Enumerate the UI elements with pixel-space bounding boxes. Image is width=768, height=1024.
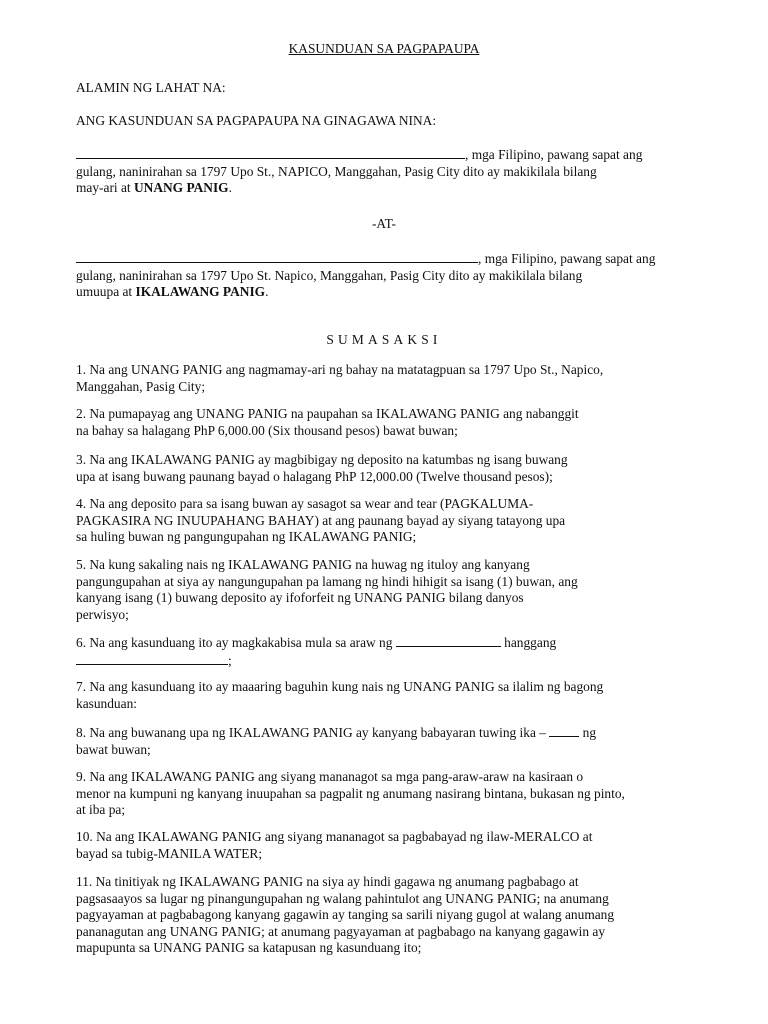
clause-1-line: 1. Na ang UNANG PANIG ang nagmamay-ari ng bahay na matatagpuan sa 1797 Upo St., Napico, [76, 362, 604, 377]
clause-2 [76, 406, 716, 439]
clause-11-line: pananagutan ang UNANG PANIG; at anumang pagyayaman at pagbabago na kanyang gagawin ay [76, 923, 606, 939]
clause-3-line: upa at isang buwang paunang bayad o halagang PhP 12,000.00 (Twelve thousand pesos); [76, 468, 553, 484]
clause-5-line: perwisyo; [76, 606, 129, 622]
clause-7-line: kasunduan: [76, 695, 137, 711]
party2-role: IKALAWANG PANIG [135, 284, 266, 299]
sumasaksi-heading: SUMASAKSI [326, 332, 442, 347]
at-separator: -AT- [371, 216, 397, 231]
party2-name-blank[interactable] [76, 250, 478, 263]
clause-1 [76, 362, 716, 395]
party2-line3-pre: umuupa at [76, 284, 136, 299]
intro-ginagawa: ANG KASUNDUAN SA PAGPAPAUPA NA GINAGAWA NINA: [76, 113, 437, 128]
clause-11-line: pagyayaman at pagbabagong kanyang gagawin ay tanging sa sarili niyang gugol at walang anumang [76, 907, 615, 922]
clause-6-mid: hanggang [500, 635, 557, 650]
party1-line3-pre: may-ari at [76, 180, 134, 195]
clause-5-line: pangungupahan at siya ay nangungupahan pa lamang ng hindi hihigit sa isang (1) buwan, ang [76, 573, 578, 589]
party1-name-blank[interactable] [76, 146, 465, 159]
party2-line3-post: . [265, 284, 269, 299]
clause-6-text: 6. Na ang kasunduang ito ay magkakabisa mula sa araw ng [76, 635, 396, 650]
party1-role: UNANG PANIG [134, 180, 229, 195]
clause-10 [76, 829, 716, 862]
end-date-blank[interactable] [76, 652, 228, 665]
clause-4 [76, 496, 716, 546]
clause-5-line: kanyang isang (1) buwang deposito ay ifoforfeit ng UNANG PANIG bilang danyos [76, 590, 524, 605]
clause-9-line: menor na kumpuni ng kanyang inuupahan sa pagpalit ng anumang nasirang bintana, bukasan ng pinto, [76, 785, 625, 801]
party1-line2: gulang, naninirahan sa 1797 Upo St., NAPICO, Manggahan, Pasig City dito ay makikilala bilang [76, 163, 597, 179]
clause-5 [76, 557, 716, 623]
clause-8-line2: bawat buwan; [76, 741, 151, 757]
clause-8 [76, 724, 716, 758]
clause-6 [76, 634, 716, 669]
clause-11-line: pagsasaayos sa lugar ng pinangungupahan ng walang pahintulot ang UNANG PANIG; na anumang [76, 890, 609, 906]
clause-11 [76, 874, 716, 957]
clause-11-line: 11. Na tinitiyak ng IKALAWANG PANIG na siya ay hindi gagawa ng anumang pagbabago at [76, 874, 579, 889]
clause-9-line: 9. Na ang IKALAWANG PANIG ang siyang mananagot sa mga pang-araw-araw na kasiraan o [76, 769, 584, 784]
party2-paragraph [76, 250, 716, 301]
party2-line2: gulang, naninirahan sa 1797 Upo St. Napico, Manggahan, Pasig City dito ay makikilala bilang [76, 267, 583, 283]
clause-4-line: PAGKASIRA NG INUUPAHANG BAHAY) at ang paunang bayad ay siyang tatayong upa [76, 512, 566, 528]
clause-9 [76, 769, 716, 819]
start-date-blank[interactable] [396, 634, 501, 647]
clause-7-line: 7. Na ang kasunduang ito ay maaaring baguhin kung nais ng UNANG PANIG sa ilalim ng bagong [76, 679, 604, 694]
clause-5-line: 5. Na kung sakaling nais ng IKALAWANG PANIG na huwag ng ituloy ang kanyang [76, 557, 530, 572]
clause-3 [76, 452, 716, 485]
clause-7 [76, 679, 716, 712]
clause-1-line: Manggahan, Pasig City; [76, 378, 206, 394]
clause-8-text: 8. Na ang buwanang upa ng IKALAWANG PANIG ay kanyang babayaran tuwing ika – [76, 725, 550, 740]
clause-2-line: 2. Na pumapayag ang UNANG PANIG na paupahan sa IKALAWANG PANIG ang nabanggit [76, 406, 579, 421]
document-title: KASUNDUAN SA PAGPAPAUPA [288, 41, 480, 56]
clause-6-end: ; [228, 652, 232, 668]
party1-line3-post: . [228, 180, 232, 195]
payment-day-blank[interactable] [549, 724, 579, 737]
clause-3-line: 3. Na ang IKALAWANG PANIG ay magbibigay ng deposito na katumbas ng isang buwang [76, 452, 568, 467]
clause-4-line: 4. Na ang deposito para sa isang buwan ay sasagot sa wear and tear (PAGKALUMA- [76, 496, 534, 511]
clause-8-post: ng [579, 725, 597, 740]
clause-10-line: bayad sa tubig-MANILA WATER; [76, 845, 263, 861]
clause-9-line: at iba pa; [76, 802, 126, 817]
party1-paragraph [76, 146, 716, 197]
clause-2-line: na bahay sa halagang PhP 6,000.00 (Six thousand pesos) bawat buwan; [76, 422, 458, 438]
clause-4-line: sa huling buwan ng pangungupahan ng IKALAWANG PANIG; [76, 529, 417, 544]
intro-alamin: ALAMIN NG LAHAT NA: [76, 80, 226, 95]
party2-line1: , mga Filipino, pawang sapat ang [478, 251, 656, 266]
clause-11-line: mapupunta sa UNANG PANIG sa katapusan ng kasunduang ito; [76, 940, 422, 955]
party1-line1: , mga Filipino, pawang sapat ang [465, 147, 643, 162]
clause-10-line: 10. Na ang IKALAWANG PANIG ang siyang mananagot sa pagbabayad ng ilaw-MERALCO at [76, 829, 593, 844]
